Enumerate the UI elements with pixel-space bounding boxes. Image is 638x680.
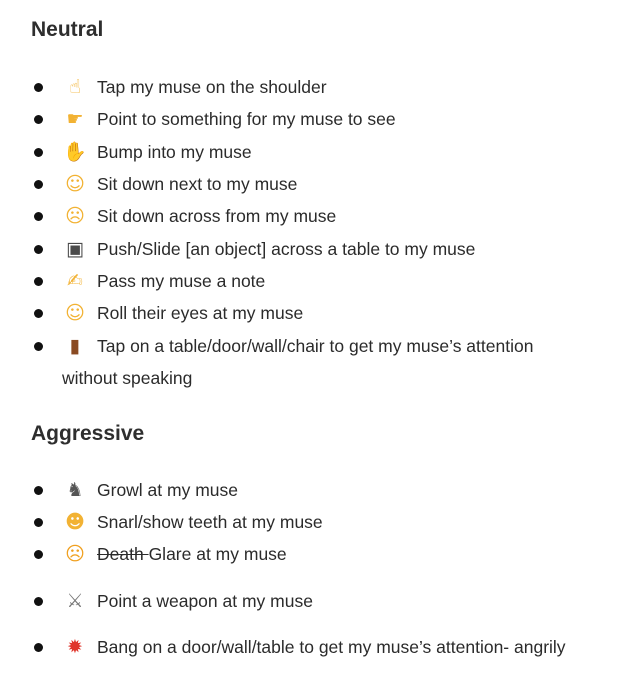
list-item xyxy=(0,475,638,505)
bullet xyxy=(34,486,43,495)
raised-eyebrow-face-icon: ☹ xyxy=(65,204,85,227)
grimacing-face-icon: ☻ xyxy=(65,510,85,533)
list-item xyxy=(0,169,638,199)
list-item xyxy=(0,201,638,231)
bullet xyxy=(34,180,43,189)
angry-face-icon: ☹ xyxy=(65,542,85,565)
item-text: Push/Slide [an object] across a table to my muse xyxy=(97,238,476,259)
item-text: Tap on a table/door/wall/chair to get my muse’s attention xyxy=(97,335,534,356)
bullet xyxy=(34,643,43,652)
item-text: Snarl/show teeth at my muse xyxy=(97,511,323,532)
eye-roll-face-icon: ☺ xyxy=(65,301,85,324)
item-text: Tap my muse on the shoulder xyxy=(97,76,327,97)
item-text: Roll their eyes at my muse xyxy=(97,302,304,323)
bullet xyxy=(34,115,43,124)
list-item xyxy=(0,632,638,662)
list-item xyxy=(0,137,638,167)
item-text: Growl at my muse xyxy=(97,479,238,500)
notebook-icon: ▣ xyxy=(66,237,84,260)
item-text-rest: Glare at my muse xyxy=(148,543,287,564)
list-item xyxy=(0,234,638,264)
list-item xyxy=(0,266,638,296)
list-item xyxy=(0,586,638,616)
item-text-continuation: without speaking xyxy=(62,368,193,388)
list-item xyxy=(0,331,638,361)
bullet xyxy=(34,277,43,286)
list-item xyxy=(0,104,638,134)
list-item xyxy=(0,539,638,569)
item-text: Point a weapon at my muse xyxy=(97,590,313,611)
kitchen-knife-icon: ⚔ xyxy=(66,589,84,612)
bullet xyxy=(34,245,43,254)
item-text: Sit down across from my muse xyxy=(97,205,337,226)
bullet xyxy=(34,550,43,559)
smiling-face-icon: ☺ xyxy=(65,172,85,195)
door-icon: ▮ xyxy=(69,334,81,357)
struck-text: Death xyxy=(97,543,149,564)
writing-hand-icon: ✍ xyxy=(67,269,83,292)
anger-symbol-icon: ✹ xyxy=(67,635,83,658)
section-title-aggressive: Aggressive xyxy=(31,422,145,445)
pointing-up-hand-icon: ☝ xyxy=(69,75,81,98)
list-item xyxy=(0,507,638,537)
bullet xyxy=(34,148,43,157)
pointing-right-hand-icon: ☛ xyxy=(66,107,84,130)
section-title-neutral: Neutral xyxy=(31,18,104,41)
item-text: Point to something for my muse to see xyxy=(97,108,396,129)
list-item xyxy=(0,298,638,328)
bullet xyxy=(34,518,43,527)
item-text: Bump into my muse xyxy=(97,141,252,162)
bullet xyxy=(34,212,43,221)
item-text: Sit down next to my muse xyxy=(97,173,298,194)
bullet xyxy=(34,309,43,318)
item-text: Bang on a door/wall/table to get my muse’s attention- angrily xyxy=(97,636,566,657)
item-text xyxy=(97,544,287,565)
list-item xyxy=(0,72,638,102)
bullet xyxy=(34,597,43,606)
wolf-icon: ♞ xyxy=(66,478,84,501)
call-me-hand-icon: ✋ xyxy=(63,140,87,163)
bullet xyxy=(34,342,43,351)
bullet xyxy=(34,83,43,92)
item-text: Pass my muse a note xyxy=(97,270,266,291)
